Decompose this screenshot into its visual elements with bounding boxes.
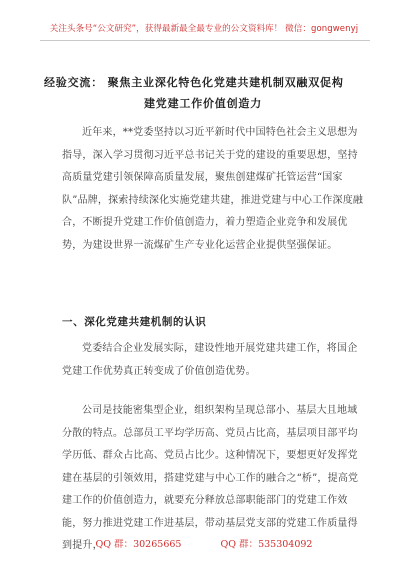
paragraph-block-1 [62, 338, 366, 383]
document-title [44, 72, 370, 114]
body-paragraph: 党委结合企业发展实际，建设性地开展党建共建工作，将国企党建工作优势真正转变成了价值创造优势。 [62, 343, 358, 377]
footer-qq-group-2: QQ 群：535304092 [220, 539, 313, 550]
paragraph-block-2 [62, 400, 366, 558]
section-heading: 一、深化党建共建机制的认识 [62, 316, 207, 328]
footer-qq-group-1: QQ 群：30265665 [95, 539, 182, 550]
footer-contact [0, 536, 408, 550]
intro-paragraph-block [62, 122, 366, 257]
header-divider [40, 40, 370, 41]
document-title-line-1: 经验交流： 聚焦主业深化特色化党建共建机制双融双促构 [44, 76, 344, 89]
body-paragraph: 公司是技能密集型企业，组织架构呈现总部小、基层大且地域分散的特点。总部员工平均学历高、党员占比高，基层项目部平均学历低、群众占比高、党员占比少。这种情况下，要想更好发挥党建在基层的引领效用，搭建党建与中心工作的融合之“桥”，提高党建工作的价值创造力，就要充分释放总部职能部门的党建工作效能，努力推进党建工作进基层，带动基层党支部的党建工作质量得到提升， [62, 405, 359, 551]
intro-paragraph: 近年来，**党委坚持以习近平新时代中国特色社会主义思想为指导，深入学习贯彻习近平总书记关于党的建设的重要思想，坚持高质量党建引领保障高质量发展，聚焦创建煤矿托管运营“国家队”品牌，探索持续深化实施党建共建，推进党建与中心工作深度融合，不断提升党建工作价值创造力，着力塑造企业竞争和发展优势，为建设世界一流煤矿生产专业化运营企业提供坚强保证。 [62, 127, 364, 251]
document-title-line-2: 建党建工作价值创造力 [144, 97, 262, 110]
header-banner: 关注头条号“公文研究”，获得最新最全最专业的公文资料库！ 微信：gongwenyj [49, 24, 359, 34]
